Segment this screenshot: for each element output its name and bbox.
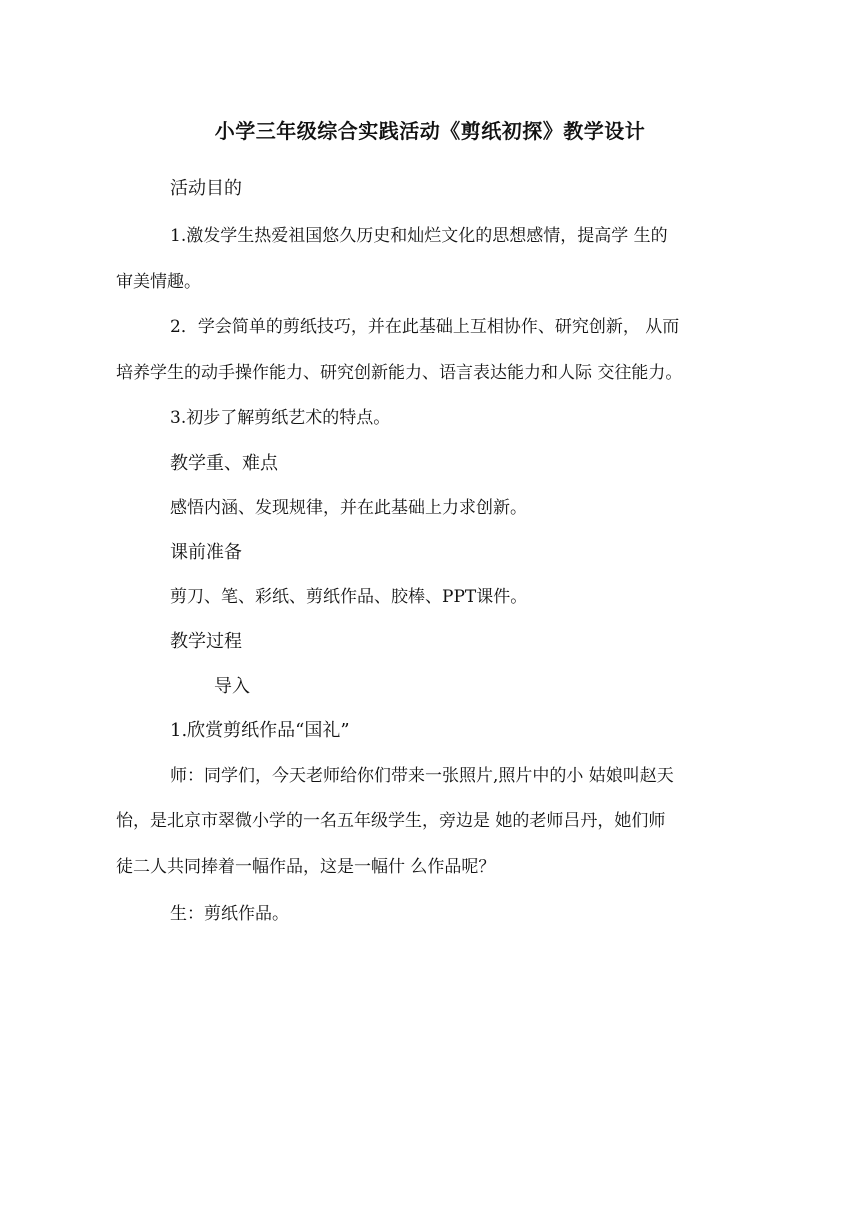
paragraph-line: 感悟内涵、发现规律，并在此基础上力求创新。 [170,498,527,518]
paragraph-line: 剪刀、笔、彩纸、剪纸作品、胶棒、PPT课件。 [170,587,528,607]
section-heading-activity-goals: 活动目的 [170,178,242,199]
paragraph-line: 师：同学们，今天老师给你们带来一张照片,照片中的小 姑娘叫赵天 [170,766,674,786]
paragraph-line: 怡，是北京市翠微小学的一名五年级学生，旁边是 她的老师吕丹，她们师 [116,811,666,831]
paragraph-line: 1.激发学生热爱祖国悠久历史和灿烂文化的思想感情，提高学 生的 [170,226,668,246]
section-heading-key-points: 教学重、难点 [170,453,278,474]
paragraph-line: 审美情趣。 [116,272,201,292]
paragraph-line: 3.初步了解剪纸艺术的特点。 [170,408,391,428]
document-title: 小学三年级综合实践活动《剪纸初探》教学设计 [214,119,646,143]
paragraph-line: 培养学生的动手操作能力、研究创新能力、语言表达能力和人际 交往能力。 [116,363,683,383]
paragraph-line: 1.欣赏剪纸作品“国礼” [170,720,350,741]
subheading-intro: 导入 [214,676,250,697]
section-heading-process: 教学过程 [170,631,242,652]
paragraph-line: 2．学会简单的剪纸技巧，并在此基础上互相协作、研究创新， 从而 [170,317,680,337]
paragraph-line: 生：剪纸作品。 [170,904,289,924]
section-heading-preparation: 课前准备 [170,542,242,563]
paragraph-line: 徒二人共同捧着一幅作品，这是一幅什 么作品呢？ [116,857,496,877]
